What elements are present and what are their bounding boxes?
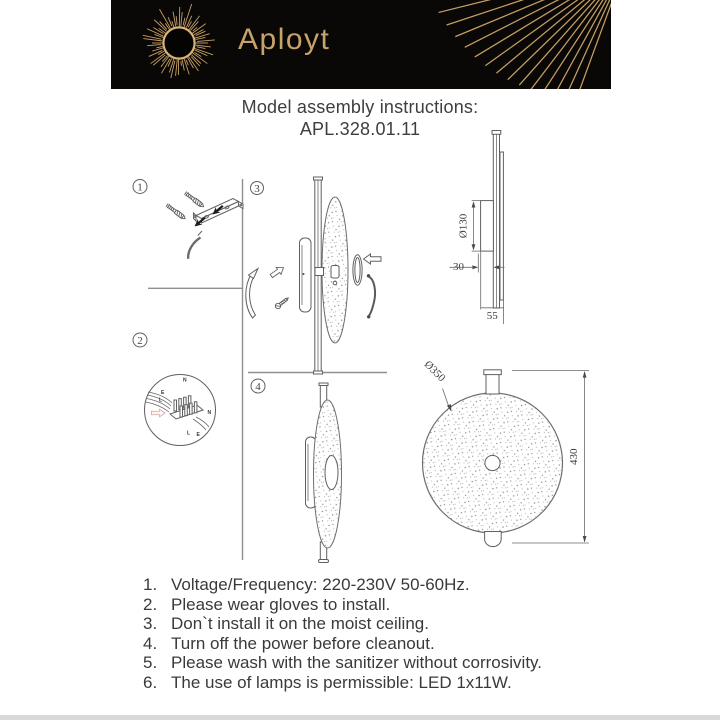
fixing-clip — [188, 231, 202, 259]
wire-label-l: L — [159, 397, 163, 404]
dim-label-430: 430 — [568, 448, 580, 466]
step-1-number: 1 — [137, 181, 143, 194]
front-view-drawing — [422, 358, 589, 546]
item-text: Please wash with the sanitizer without corrosivity. — [171, 653, 543, 672]
anchor-screw-icon — [184, 191, 205, 208]
item-number: 6. — [143, 672, 158, 692]
step-4-number: 4 — [255, 381, 261, 393]
wire-label-e: E — [161, 390, 165, 396]
step4-assembled-diagram — [306, 383, 342, 563]
instruction-item — [143, 595, 542, 615]
side-view-drawing — [450, 131, 505, 325]
instruction-item — [143, 614, 542, 634]
wire-label-n2: N — [207, 410, 212, 416]
disc-hub — [325, 456, 338, 490]
dim-label-30: 30 — [453, 261, 464, 273]
item-text: Voltage/Frequency: 220-230V 50-60Hz. — [171, 575, 470, 594]
instruction-item — [143, 575, 542, 595]
insert-arrow-icon — [151, 409, 165, 417]
page-edge-strip — [0, 715, 720, 720]
rays-decoration — [439, 0, 611, 89]
assembly-diagrams — [80, 120, 640, 595]
disc-center-hole — [485, 455, 500, 470]
step-2-number: 2 — [137, 335, 143, 347]
wire-label-n: N — [183, 377, 187, 384]
instructions-list — [143, 575, 542, 692]
item-text: Don`t install it on the moist ceiling. — [171, 614, 429, 633]
dim-label-130: Ø130 — [457, 213, 470, 239]
mounting-ring — [353, 255, 362, 285]
spring-clip — [367, 274, 375, 318]
item-text: Please wear gloves to install. — [171, 594, 391, 614]
item-number: 5. — [143, 653, 158, 672]
rail-connector — [315, 268, 324, 276]
brand-banner — [111, 0, 611, 89]
top-stub — [486, 375, 499, 395]
dim-label-350: Ø350 — [421, 358, 448, 385]
curved-rotate-arrow-icon — [246, 269, 258, 319]
item-number: 4. — [143, 633, 158, 653]
driver-box — [481, 201, 494, 252]
wall-plate — [500, 152, 503, 300]
step2-wiring-diagram — [145, 375, 216, 446]
instruction-item — [143, 653, 542, 673]
disc-connector — [331, 266, 339, 279]
model-number: APL.328.01.11 — [299, 118, 421, 139]
item-text: Turn off the power before cleanout. — [171, 633, 435, 653]
step-badges — [133, 180, 265, 394]
wire-label-l2: L — [187, 430, 191, 437]
insert-arrow-icon — [364, 254, 382, 264]
dim-label-55: 55 — [486, 310, 498, 322]
item-number: 3. — [143, 614, 158, 633]
sunburst-core — [165, 29, 193, 57]
bottom-stub — [485, 532, 502, 547]
terminal-block — [170, 396, 203, 419]
dim-350 — [422, 358, 452, 411]
step1-bracket-diagram — [166, 191, 243, 259]
brand-logo-text: Aployt — [238, 23, 331, 56]
wire-label-e2: E — [196, 432, 200, 438]
page-title: Model assembly instructions: — [241, 97, 479, 117]
step-3-number: 3 — [254, 183, 260, 195]
banner-art — [111, 0, 611, 89]
instruction-item — [143, 673, 542, 693]
item-number: 1. — [143, 575, 158, 594]
step3-exploded-diagram — [246, 177, 381, 374]
instruction-item — [143, 634, 542, 654]
screw-icon — [274, 296, 290, 310]
section-dividers — [148, 179, 387, 560]
direction-arrow-icon — [269, 264, 286, 279]
item-number: 2. — [143, 594, 158, 614]
item-text: The use of lamps is permissible: LED 1x11W. — [171, 672, 512, 692]
mount-plate — [300, 238, 312, 312]
anchor-screw-icon — [166, 203, 187, 220]
